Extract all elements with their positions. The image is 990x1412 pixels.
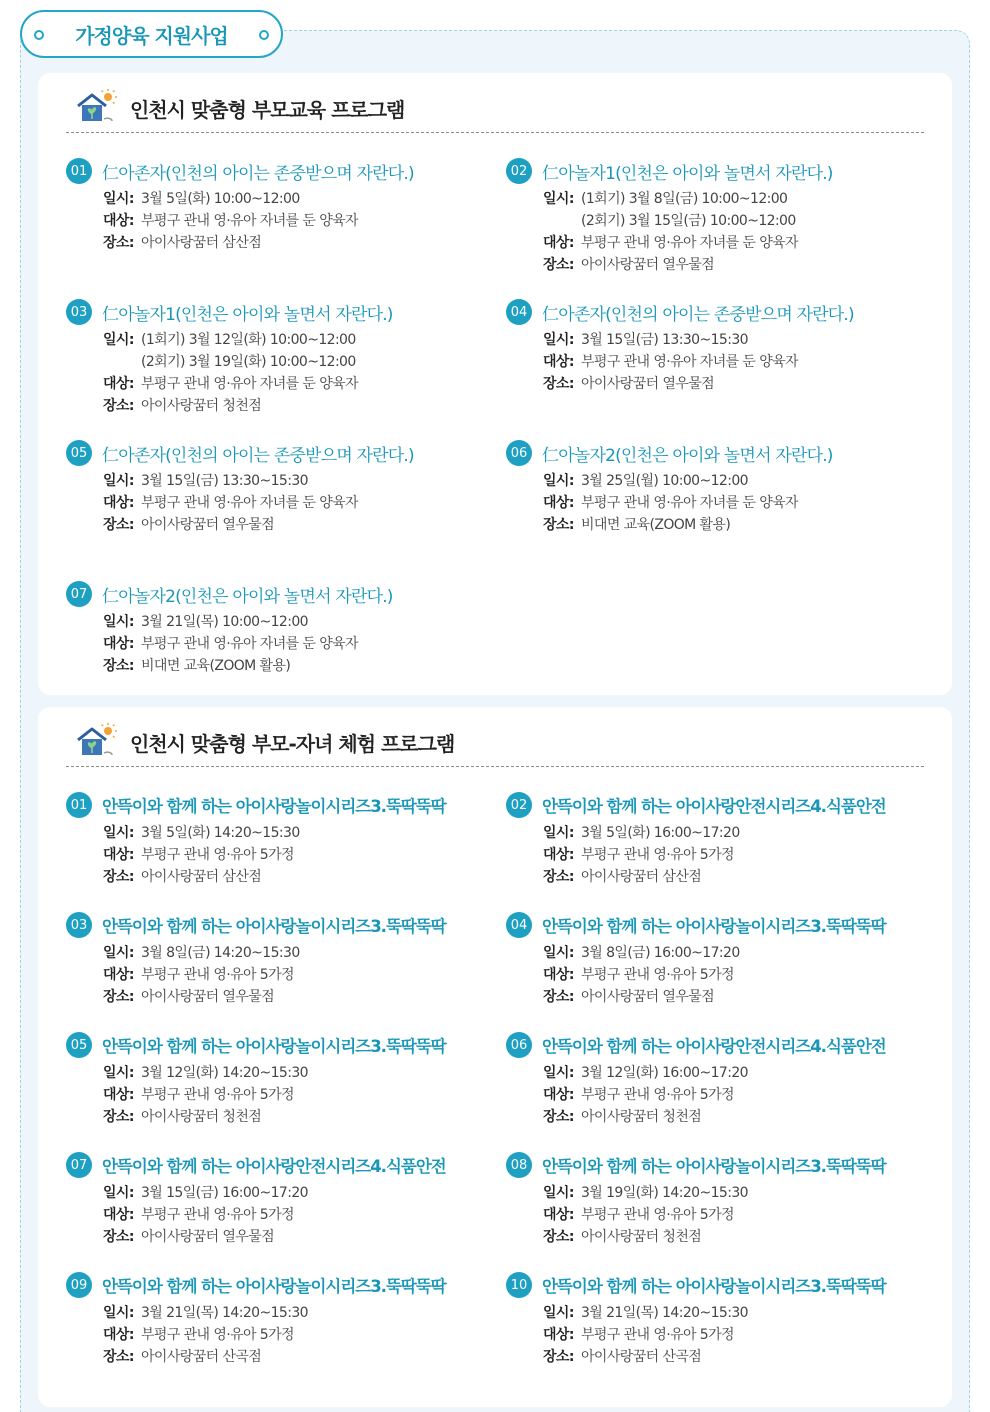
row-label: 대상: xyxy=(543,967,574,983)
row-label: 일시: xyxy=(543,332,574,348)
info-row xyxy=(543,1324,926,1346)
program-list xyxy=(66,156,926,720)
info-row xyxy=(103,1084,506,1106)
program-header xyxy=(66,1030,506,1060)
parent-child-experience-card xyxy=(38,707,952,1407)
row-value: 부평구 관내 영·유아 5가정 xyxy=(141,967,294,983)
program-header xyxy=(506,1270,926,1300)
program-number-badge: 01 xyxy=(66,158,92,184)
info-row xyxy=(103,1182,506,1204)
program-item xyxy=(66,579,506,720)
row-value: 3월 15일(금) 13:30~15:30 xyxy=(581,332,748,348)
program-number-badge: 01 xyxy=(66,792,92,818)
info-row xyxy=(103,188,506,210)
row-label: 장소: xyxy=(103,869,134,885)
row-value: 3월 19일(화) 14:20~15:30 xyxy=(581,1185,748,1201)
row-label: 장소: xyxy=(103,398,134,414)
house-sun-icon xyxy=(74,89,118,127)
info-row xyxy=(103,1204,506,1226)
row-label: 일시: xyxy=(543,1305,574,1321)
info-row xyxy=(543,1226,926,1248)
row-label xyxy=(543,210,581,232)
row-value: 아이사랑꿈터 삼산점 xyxy=(141,235,262,251)
program-details xyxy=(103,1302,506,1368)
info-row xyxy=(543,210,926,232)
program-header xyxy=(66,1270,506,1300)
program-header xyxy=(506,297,926,327)
card-header xyxy=(74,723,454,761)
info-row xyxy=(103,942,506,964)
info-row xyxy=(103,1302,506,1324)
info-row xyxy=(543,1182,926,1204)
program-number-badge: 05 xyxy=(66,440,92,466)
program-header xyxy=(66,156,506,186)
info-row xyxy=(103,373,506,395)
info-row xyxy=(543,1062,926,1084)
row-value: 3월 5일(화) 10:00~12:00 xyxy=(141,191,300,207)
row-value: 부평구 관내 영·유아 5가정 xyxy=(141,1087,294,1103)
program-title: 仁아존자(인천의 아이는 존중받으며 자란다.) xyxy=(542,304,854,325)
program-details xyxy=(103,942,506,1008)
parent-education-card xyxy=(38,73,952,695)
tab-title: 가정양육 지원사업 xyxy=(75,23,228,48)
row-value: 아이사랑꿈터 열우물점 xyxy=(141,1229,275,1245)
program-header xyxy=(506,1150,926,1180)
row-label: 대상: xyxy=(103,636,134,652)
row-label: 장소: xyxy=(103,1109,134,1125)
row-label: 장소: xyxy=(103,658,134,674)
row-value: 아이사랑꿈터 열우물점 xyxy=(581,989,715,1005)
program-details xyxy=(543,1182,926,1248)
program-item xyxy=(506,790,926,910)
program-item xyxy=(66,910,506,1030)
program-item xyxy=(66,1270,506,1390)
row-label: 일시: xyxy=(103,945,134,961)
card-title: 인천시 맞춤형 부모-자녀 체험 프로그램 xyxy=(130,731,455,756)
card-title: 인천시 맞춤형 부모교육 프로그램 xyxy=(130,97,405,122)
row-label: 대상: xyxy=(103,495,134,511)
row-value: 부평구 관내 영·유아 5가정 xyxy=(141,1207,294,1223)
row-label: 일시: xyxy=(543,825,574,841)
row-label: 대상: xyxy=(543,354,574,370)
program-details xyxy=(103,1062,506,1128)
info-row xyxy=(543,373,926,395)
row-value: 3월 21일(목) 14:20~15:30 xyxy=(141,1305,308,1321)
row-value: 아이사랑꿈터 열우물점 xyxy=(141,989,275,1005)
program-title: 안뜩이와 함께 하는 아이사랑놀이시리즈3.뚝딱뚝딱 xyxy=(542,1277,886,1296)
program-number-badge: 05 xyxy=(66,1032,92,1058)
info-row xyxy=(103,470,506,492)
program-item xyxy=(66,438,506,579)
info-row xyxy=(543,844,926,866)
row-label: 대상: xyxy=(543,1087,574,1103)
program-item xyxy=(66,790,506,910)
program-number-badge: 09 xyxy=(66,1272,92,1298)
row-value: 3월 5일(화) 14:20~15:30 xyxy=(141,825,300,841)
row-value: 부평구 관내 영·유아 5가정 xyxy=(141,847,294,863)
program-title: 仁아존자(인천의 아이는 존중받으며 자란다.) xyxy=(102,163,414,184)
row-label: 일시: xyxy=(103,614,134,630)
row-label: 대상: xyxy=(543,847,574,863)
row-value: 부평구 관내 영·유아 5가정 xyxy=(581,1327,734,1343)
program-item xyxy=(66,297,506,438)
program-title: 仁아놀자2(인천은 아이와 놀면서 자란다.) xyxy=(542,445,833,466)
info-row xyxy=(103,1324,506,1346)
row-value: 부평구 관내 영·유아 자녀를 둔 양육자 xyxy=(581,354,798,370)
program-number-badge: 10 xyxy=(506,1272,532,1298)
program-title: 仁아놀자1(인천은 아이와 놀면서 자란다.) xyxy=(102,304,393,325)
info-row xyxy=(543,329,926,351)
program-header xyxy=(66,579,506,609)
tab-dot-right-icon xyxy=(259,30,269,40)
program-header xyxy=(66,1150,506,1180)
row-label: 일시: xyxy=(103,825,134,841)
section-tab xyxy=(20,10,283,58)
program-number-badge: 03 xyxy=(66,299,92,325)
row-label: 대상: xyxy=(103,967,134,983)
program-details xyxy=(543,1062,926,1128)
program-header xyxy=(66,790,506,820)
row-value: 아이사랑꿈터 열우물점 xyxy=(581,376,715,392)
program-item xyxy=(506,1270,926,1390)
row-value: 아이사랑꿈터 청천점 xyxy=(141,398,262,414)
program-title: 안뜩이와 함께 하는 아이사랑안전시리즈4.식품안전 xyxy=(102,1157,446,1176)
program-details xyxy=(103,822,506,888)
row-label: 일시: xyxy=(103,1065,134,1081)
row-value: 3월 8일(금) 16:00~17:20 xyxy=(581,945,740,961)
row-value: 부평구 관내 영·유아 5가정 xyxy=(581,847,734,863)
info-row xyxy=(103,822,506,844)
row-label: 장소: xyxy=(543,257,574,273)
info-row xyxy=(543,986,926,1008)
info-row xyxy=(543,964,926,986)
row-label: 장소: xyxy=(543,869,574,885)
info-row xyxy=(543,1106,926,1128)
row-label: 장소: xyxy=(543,1109,574,1125)
program-details xyxy=(103,188,506,254)
program-item xyxy=(506,1030,926,1150)
info-row xyxy=(103,1062,506,1084)
program-number-badge: 03 xyxy=(66,912,92,938)
info-row xyxy=(543,866,926,888)
program-number-badge: 08 xyxy=(506,1152,532,1178)
info-row xyxy=(543,1084,926,1106)
row-value: 3월 15일(금) 16:00~17:20 xyxy=(141,1185,308,1201)
info-row xyxy=(543,514,926,536)
program-details xyxy=(103,329,506,417)
program-title: 안뜩이와 함께 하는 아이사랑놀이시리즈3.뚝딱뚝딱 xyxy=(102,1037,446,1056)
program-number-badge: 07 xyxy=(66,1152,92,1178)
info-row xyxy=(103,351,506,373)
program-title: 안뜩이와 함께 하는 아이사랑놀이시리즈3.뚝딱뚝딱 xyxy=(102,797,446,816)
program-number-badge: 07 xyxy=(66,581,92,607)
program-item xyxy=(66,156,506,297)
row-value: 부평구 관내 영·유아 자녀를 둔 양육자 xyxy=(141,636,358,652)
info-row xyxy=(103,844,506,866)
row-label: 장소: xyxy=(103,517,134,533)
row-label: 일시: xyxy=(543,945,574,961)
program-header xyxy=(506,438,926,468)
program-header xyxy=(506,1030,926,1060)
row-label: 장소: xyxy=(543,1229,574,1245)
row-value: 부평구 관내 영·유아 자녀를 둔 양육자 xyxy=(141,376,358,392)
program-header xyxy=(506,156,926,186)
program-details xyxy=(103,611,506,677)
row-value: 3월 25일(월) 10:00~12:00 xyxy=(581,473,748,489)
program-header xyxy=(506,910,926,940)
program-header xyxy=(66,438,506,468)
info-row xyxy=(103,986,506,1008)
row-value: 3월 21일(목) 10:00~12:00 xyxy=(141,614,308,630)
info-row xyxy=(543,470,926,492)
row-label: 일시: xyxy=(103,191,134,207)
program-title: 仁아놀자1(인천은 아이와 놀면서 자란다.) xyxy=(542,163,833,184)
info-row xyxy=(543,942,926,964)
program-details xyxy=(543,470,926,536)
program-number-badge: 06 xyxy=(506,1032,532,1058)
row-value: 아이사랑꿈터 청천점 xyxy=(141,1109,262,1125)
program-item xyxy=(506,156,926,297)
row-value: 아이사랑꿈터 산곡점 xyxy=(581,1349,702,1365)
program-title: 안뜩이와 함께 하는 아이사랑놀이시리즈3.뚝딱뚝딱 xyxy=(542,917,886,936)
row-label: 일시: xyxy=(543,191,574,207)
program-title: 안뜩이와 함께 하는 아이사랑안전시리즈4.식품안전 xyxy=(542,797,886,816)
info-row xyxy=(103,1106,506,1128)
program-number-badge: 06 xyxy=(506,440,532,466)
info-row xyxy=(103,866,506,888)
row-value: 3월 15일(금) 13:30~15:30 xyxy=(141,473,308,489)
row-value: 부평구 관내 영·유아 자녀를 둔 양육자 xyxy=(581,235,798,251)
row-label: 대상: xyxy=(543,235,574,251)
row-label xyxy=(103,351,141,373)
row-label: 일시: xyxy=(543,473,574,489)
row-label: 일시: xyxy=(103,1305,134,1321)
row-value: 3월 21일(목) 14:20~15:30 xyxy=(581,1305,748,1321)
program-details xyxy=(543,822,926,888)
program-number-badge: 02 xyxy=(506,158,532,184)
program-details xyxy=(543,188,926,276)
row-value: 아이사랑꿈터 열우물점 xyxy=(581,257,715,273)
row-label: 대상: xyxy=(103,1327,134,1343)
row-value: 부평구 관내 영·유아 자녀를 둔 양육자 xyxy=(141,495,358,511)
info-row xyxy=(543,232,926,254)
row-label: 일시: xyxy=(103,1185,134,1201)
program-item xyxy=(506,1150,926,1270)
info-row xyxy=(103,655,506,677)
row-value: 부평구 관내 영·유아 자녀를 둔 양육자 xyxy=(141,213,358,229)
row-value: 부평구 관내 영·유아 5가정 xyxy=(581,967,734,983)
info-row xyxy=(103,1346,506,1368)
row-label: 대상: xyxy=(103,847,134,863)
program-item xyxy=(506,297,926,438)
program-list xyxy=(66,790,926,1390)
row-label: 장소: xyxy=(103,1229,134,1245)
row-value: 비대면 교육(ZOOM 활용) xyxy=(581,517,731,533)
row-label: 일시: xyxy=(543,1185,574,1201)
info-row xyxy=(543,351,926,373)
info-row xyxy=(543,254,926,276)
row-value: 아이사랑꿈터 청천점 xyxy=(581,1229,702,1245)
info-row xyxy=(103,611,506,633)
row-label: 대상: xyxy=(543,495,574,511)
info-row xyxy=(103,210,506,232)
row-label: 장소: xyxy=(103,1349,134,1365)
row-value: (2회기) 3월 19일(화) 10:00~12:00 xyxy=(141,354,356,370)
program-title: 仁아놀자2(인천은 아이와 놀면서 자란다.) xyxy=(102,586,393,607)
program-details xyxy=(103,470,506,536)
program-title: 안뜩이와 함께 하는 아이사랑안전시리즈4.식품안전 xyxy=(542,1037,886,1056)
row-value: 아이사랑꿈터 열우물점 xyxy=(141,517,275,533)
program-title: 안뜩이와 함께 하는 아이사랑놀이시리즈3.뚝딱뚝딱 xyxy=(542,1157,886,1176)
dashed-divider xyxy=(66,766,924,767)
row-label: 일시: xyxy=(103,473,134,489)
row-value: 아이사랑꿈터 산곡점 xyxy=(141,1349,262,1365)
row-label: 장소: xyxy=(103,989,134,1005)
row-label: 대상: xyxy=(103,376,134,392)
info-row xyxy=(543,1346,926,1368)
program-title: 仁아존자(인천의 아이는 존중받으며 자란다.) xyxy=(102,445,414,466)
row-value: (1회기) 3월 12일(화) 10:00~12:00 xyxy=(141,332,356,348)
row-label: 장소: xyxy=(543,376,574,392)
row-value: 부평구 관내 영·유아 5가정 xyxy=(141,1327,294,1343)
row-value: (2회기) 3월 15일(금) 10:00~12:00 xyxy=(581,213,796,229)
row-label: 일시: xyxy=(103,332,134,348)
row-value: (1회기) 3월 8일(금) 10:00~12:00 xyxy=(581,191,788,207)
program-header xyxy=(66,297,506,327)
info-row xyxy=(543,1302,926,1324)
info-row xyxy=(103,329,506,351)
program-details xyxy=(543,1302,926,1368)
dashed-divider xyxy=(66,132,924,133)
row-label: 일시: xyxy=(543,1065,574,1081)
info-row xyxy=(103,964,506,986)
row-value: 3월 8일(금) 14:20~15:30 xyxy=(141,945,300,961)
info-row xyxy=(543,822,926,844)
row-label: 장소: xyxy=(543,989,574,1005)
info-row xyxy=(103,232,506,254)
program-number-badge: 02 xyxy=(506,792,532,818)
info-row xyxy=(103,492,506,514)
info-row xyxy=(543,1204,926,1226)
row-label: 장소: xyxy=(543,1349,574,1365)
info-row xyxy=(543,492,926,514)
row-value: 부평구 관내 영·유아 5가정 xyxy=(581,1087,734,1103)
info-row xyxy=(543,188,926,210)
info-row xyxy=(103,633,506,655)
house-sun-icon xyxy=(74,723,118,761)
program-number-badge: 04 xyxy=(506,299,532,325)
row-value: 부평구 관내 영·유아 5가정 xyxy=(581,1207,734,1223)
card-header xyxy=(74,89,404,127)
row-label: 대상: xyxy=(543,1327,574,1343)
info-row xyxy=(103,1226,506,1248)
row-value: 비대면 교육(ZOOM 활용) xyxy=(141,658,291,674)
row-value: 3월 12일(화) 14:20~15:30 xyxy=(141,1065,308,1081)
row-label: 대상: xyxy=(103,1207,134,1223)
program-details xyxy=(103,1182,506,1248)
program-number-badge: 04 xyxy=(506,912,532,938)
program-header xyxy=(66,910,506,940)
tab-dot-left-icon xyxy=(34,30,44,40)
row-label: 대상: xyxy=(543,1207,574,1223)
program-item xyxy=(506,438,926,579)
row-value: 3월 12일(화) 16:00~17:20 xyxy=(581,1065,748,1081)
program-title: 안뜩이와 함께 하는 아이사랑놀이시리즈3.뚝딱뚝딱 xyxy=(102,917,446,936)
row-value: 아이사랑꿈터 청천점 xyxy=(581,1109,702,1125)
row-label: 대상: xyxy=(103,213,134,229)
program-item xyxy=(66,1150,506,1270)
row-value: 부평구 관내 영·유아 자녀를 둔 양육자 xyxy=(581,495,798,511)
row-value: 3월 5일(화) 16:00~17:20 xyxy=(581,825,740,841)
row-value: 아이사랑꿈터 삼산점 xyxy=(141,869,262,885)
program-item xyxy=(66,1030,506,1150)
program-header xyxy=(506,790,926,820)
info-row xyxy=(103,514,506,536)
row-label: 대상: xyxy=(103,1087,134,1103)
row-value: 아이사랑꿈터 삼산점 xyxy=(581,869,702,885)
program-details xyxy=(543,329,926,395)
program-details xyxy=(543,942,926,1008)
program-item xyxy=(506,910,926,1030)
row-label: 장소: xyxy=(543,517,574,533)
row-label: 장소: xyxy=(103,235,134,251)
info-row xyxy=(103,395,506,417)
program-title: 안뜩이와 함께 하는 아이사랑놀이시리즈3.뚝딱뚝딱 xyxy=(102,1277,446,1296)
